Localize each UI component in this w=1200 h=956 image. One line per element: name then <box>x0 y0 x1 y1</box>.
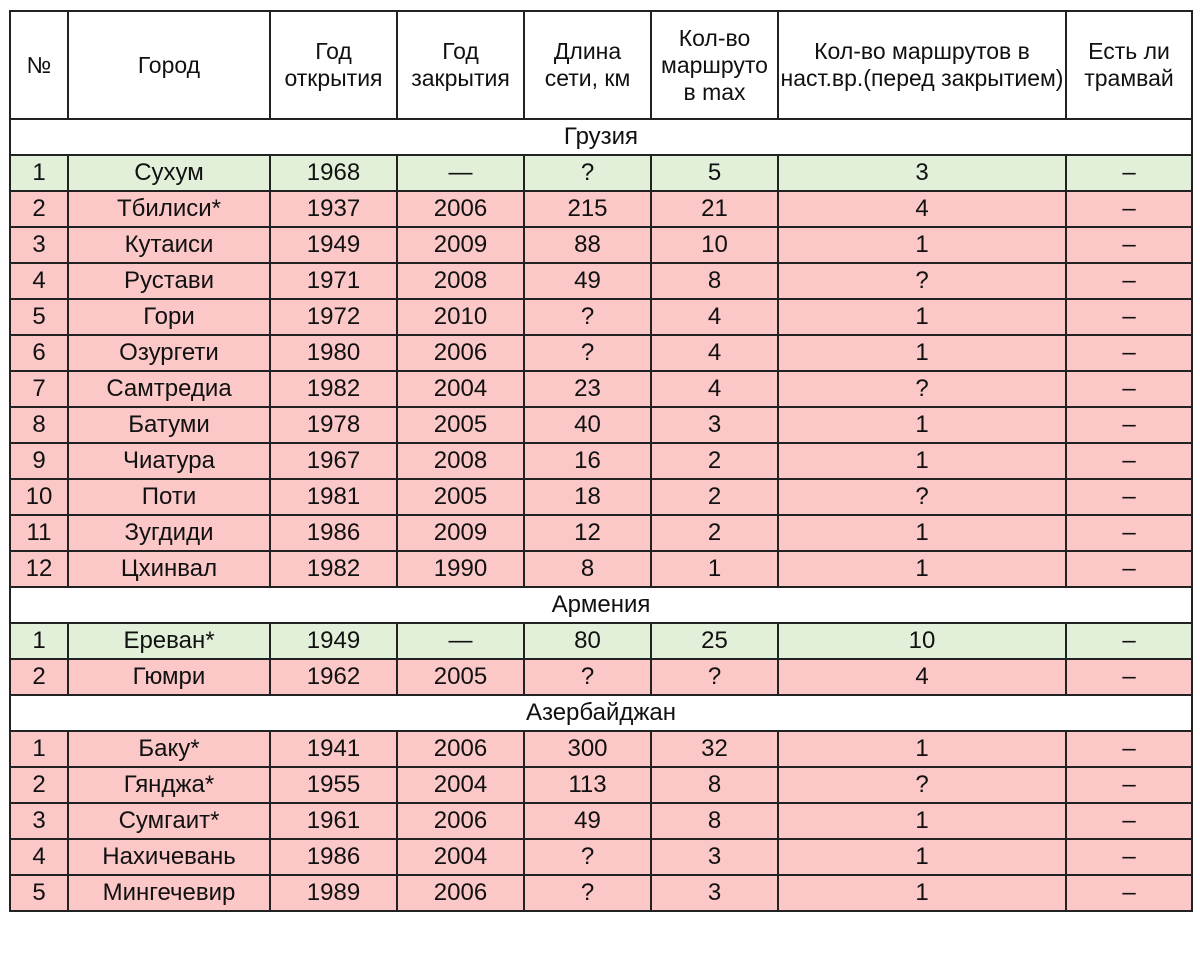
cell-routes-now: 4 <box>778 659 1066 695</box>
table-row <box>10 371 1192 407</box>
cell-opened: 1968 <box>270 155 397 191</box>
cell-opened: 1986 <box>270 839 397 875</box>
cell-num: 1 <box>10 731 68 767</box>
cell-opened: 1955 <box>270 767 397 803</box>
trolleybus-table <box>9 10 1193 912</box>
cell-closed: 1990 <box>397 551 524 587</box>
cell-routes-max: 3 <box>651 839 778 875</box>
cell-opened: 1982 <box>270 551 397 587</box>
cell-opened: 1971 <box>270 263 397 299</box>
cell-routes-max: 21 <box>651 191 778 227</box>
cell-routes-now: 1 <box>778 299 1066 335</box>
header-routes-max: Кол-во маршруто в max <box>651 11 778 119</box>
cell-length: 40 <box>524 407 651 443</box>
cell-routes-max: 8 <box>651 767 778 803</box>
header-closed: Год закрытия <box>397 11 524 119</box>
cell-tram: – <box>1066 803 1192 839</box>
cell-length: ? <box>524 659 651 695</box>
cell-routes-now: 1 <box>778 443 1066 479</box>
cell-tram: – <box>1066 479 1192 515</box>
cell-city: Рустави <box>68 263 270 299</box>
cell-tram: – <box>1066 623 1192 659</box>
cell-closed: — <box>397 155 524 191</box>
cell-tram: – <box>1066 731 1192 767</box>
cell-num: 2 <box>10 191 68 227</box>
cell-tram: – <box>1066 839 1192 875</box>
cell-closed: 2006 <box>397 731 524 767</box>
table-row <box>10 479 1192 515</box>
cell-closed: — <box>397 623 524 659</box>
table-row <box>10 803 1192 839</box>
cell-num: 2 <box>10 659 68 695</box>
cell-closed: 2005 <box>397 407 524 443</box>
cell-closed: 2004 <box>397 767 524 803</box>
country-name: Грузия <box>10 119 1192 155</box>
cell-length: 113 <box>524 767 651 803</box>
cell-opened: 1949 <box>270 227 397 263</box>
cell-tram: – <box>1066 659 1192 695</box>
cell-routes-now: ? <box>778 767 1066 803</box>
cell-routes-now: 1 <box>778 335 1066 371</box>
cell-routes-max: 4 <box>651 335 778 371</box>
header-city: Город <box>68 11 270 119</box>
country-name: Армения <box>10 587 1192 623</box>
header-opened: Год открытия <box>270 11 397 119</box>
header-routes-now: Кол-во маршрутов в наст.вр.(перед закрытием) <box>778 11 1066 119</box>
table-row <box>10 623 1192 659</box>
cell-routes-max: 10 <box>651 227 778 263</box>
cell-closed: 2005 <box>397 659 524 695</box>
cell-length: 8 <box>524 551 651 587</box>
cell-num: 7 <box>10 371 68 407</box>
cell-tram: – <box>1066 155 1192 191</box>
cell-num: 9 <box>10 443 68 479</box>
cell-closed: 2008 <box>397 263 524 299</box>
cell-routes-now: 1 <box>778 875 1066 911</box>
cell-city: Сумгаит* <box>68 803 270 839</box>
cell-length: 215 <box>524 191 651 227</box>
cell-routes-max: 8 <box>651 803 778 839</box>
cell-tram: – <box>1066 371 1192 407</box>
cell-city: Мингечевир <box>68 875 270 911</box>
cell-opened: 1972 <box>270 299 397 335</box>
cell-length: 300 <box>524 731 651 767</box>
cell-num: 12 <box>10 551 68 587</box>
cell-tram: – <box>1066 191 1192 227</box>
country-section-row <box>10 695 1192 731</box>
cell-length: ? <box>524 335 651 371</box>
cell-length: ? <box>524 155 651 191</box>
cell-tram: – <box>1066 335 1192 371</box>
cell-routes-now: 1 <box>778 407 1066 443</box>
cell-opened: 1941 <box>270 731 397 767</box>
cell-closed: 2006 <box>397 803 524 839</box>
table-row <box>10 515 1192 551</box>
cell-city: Зугдиди <box>68 515 270 551</box>
table-row <box>10 227 1192 263</box>
header-tram: Есть ли трамвай <box>1066 11 1192 119</box>
cell-length: 49 <box>524 803 651 839</box>
cell-city: Нахичевань <box>68 839 270 875</box>
cell-city: Батуми <box>68 407 270 443</box>
table-row <box>10 875 1192 911</box>
cell-opened: 1967 <box>270 443 397 479</box>
cell-city: Гори <box>68 299 270 335</box>
cell-routes-now: 1 <box>778 839 1066 875</box>
cell-tram: – <box>1066 875 1192 911</box>
cell-num: 1 <box>10 155 68 191</box>
cell-opened: 1937 <box>270 191 397 227</box>
table-row <box>10 767 1192 803</box>
cell-routes-max: 32 <box>651 731 778 767</box>
cell-length: 18 <box>524 479 651 515</box>
cell-opened: 1962 <box>270 659 397 695</box>
cell-opened: 1961 <box>270 803 397 839</box>
cell-tram: – <box>1066 407 1192 443</box>
cell-routes-max: 2 <box>651 479 778 515</box>
cell-routes-now: 1 <box>778 227 1066 263</box>
cell-length: 16 <box>524 443 651 479</box>
cell-closed: 2009 <box>397 227 524 263</box>
cell-opened: 1989 <box>270 875 397 911</box>
table-row <box>10 551 1192 587</box>
cell-num: 10 <box>10 479 68 515</box>
cell-routes-max: 2 <box>651 515 778 551</box>
cell-city: Тбилиси* <box>68 191 270 227</box>
cell-length: 23 <box>524 371 651 407</box>
cell-closed: 2006 <box>397 335 524 371</box>
cell-city: Ереван* <box>68 623 270 659</box>
cell-num: 4 <box>10 263 68 299</box>
cell-city: Цхинвал <box>68 551 270 587</box>
cell-city: Кутаиси <box>68 227 270 263</box>
cell-city: Сухум <box>68 155 270 191</box>
cell-routes-now: ? <box>778 371 1066 407</box>
cell-routes-now: 4 <box>778 191 1066 227</box>
cell-length: ? <box>524 875 651 911</box>
cell-city: Чиатура <box>68 443 270 479</box>
cell-closed: 2004 <box>397 839 524 875</box>
table-row <box>10 263 1192 299</box>
cell-routes-now: ? <box>778 263 1066 299</box>
table-row <box>10 191 1192 227</box>
cell-closed: 2005 <box>397 479 524 515</box>
cell-city: Самтредиа <box>68 371 270 407</box>
country-name: Азербайджан <box>10 695 1192 731</box>
cell-num: 5 <box>10 299 68 335</box>
table-row <box>10 155 1192 191</box>
country-section-row <box>10 587 1192 623</box>
cell-length: ? <box>524 839 651 875</box>
cell-routes-now: 10 <box>778 623 1066 659</box>
cell-num: 2 <box>10 767 68 803</box>
header-row <box>10 11 1192 119</box>
cell-tram: – <box>1066 299 1192 335</box>
table-row <box>10 659 1192 695</box>
cell-routes-max: 3 <box>651 875 778 911</box>
cell-routes-max: 5 <box>651 155 778 191</box>
cell-city: Баку* <box>68 731 270 767</box>
cell-closed: 2006 <box>397 875 524 911</box>
cell-routes-max: 8 <box>651 263 778 299</box>
cell-routes-max: 4 <box>651 371 778 407</box>
cell-closed: 2010 <box>397 299 524 335</box>
cell-opened: 1982 <box>270 371 397 407</box>
cell-routes-now: 1 <box>778 551 1066 587</box>
cell-routes-max: 2 <box>651 443 778 479</box>
cell-tram: – <box>1066 227 1192 263</box>
cell-num: 8 <box>10 407 68 443</box>
cell-closed: 2009 <box>397 515 524 551</box>
cell-num: 11 <box>10 515 68 551</box>
cell-city: Гюмри <box>68 659 270 695</box>
cell-city: Озургети <box>68 335 270 371</box>
cell-routes-max: 25 <box>651 623 778 659</box>
cell-length: 80 <box>524 623 651 659</box>
table-row <box>10 731 1192 767</box>
table-row <box>10 839 1192 875</box>
cell-routes-max: 1 <box>651 551 778 587</box>
header-num: № <box>10 11 68 119</box>
cell-num: 3 <box>10 227 68 263</box>
cell-length: 12 <box>524 515 651 551</box>
table-body <box>10 119 1192 911</box>
cell-opened: 1980 <box>270 335 397 371</box>
cell-tram: – <box>1066 767 1192 803</box>
cell-routes-now: 1 <box>778 731 1066 767</box>
table-row <box>10 335 1192 371</box>
header-length: Длина сети, км <box>524 11 651 119</box>
country-section-row <box>10 119 1192 155</box>
cell-routes-max: 3 <box>651 407 778 443</box>
table-row <box>10 299 1192 335</box>
cell-opened: 1986 <box>270 515 397 551</box>
cell-opened: 1978 <box>270 407 397 443</box>
cell-num: 5 <box>10 875 68 911</box>
cell-num: 1 <box>10 623 68 659</box>
cell-routes-now: 1 <box>778 803 1066 839</box>
cell-closed: 2008 <box>397 443 524 479</box>
cell-closed: 2004 <box>397 371 524 407</box>
cell-routes-now: 1 <box>778 515 1066 551</box>
cell-city: Гянджа* <box>68 767 270 803</box>
cell-tram: – <box>1066 263 1192 299</box>
cell-routes-max: 4 <box>651 299 778 335</box>
cell-length: 49 <box>524 263 651 299</box>
cell-num: 3 <box>10 803 68 839</box>
cell-routes-now: ? <box>778 479 1066 515</box>
cell-routes-max: ? <box>651 659 778 695</box>
cell-opened: 1981 <box>270 479 397 515</box>
cell-tram: – <box>1066 551 1192 587</box>
cell-length: 88 <box>524 227 651 263</box>
cell-num: 4 <box>10 839 68 875</box>
cell-tram: – <box>1066 443 1192 479</box>
cell-length: ? <box>524 299 651 335</box>
cell-city: Поти <box>68 479 270 515</box>
cell-routes-now: 3 <box>778 155 1066 191</box>
cell-tram: – <box>1066 515 1192 551</box>
cell-num: 6 <box>10 335 68 371</box>
table-row <box>10 443 1192 479</box>
table-row <box>10 407 1192 443</box>
cell-closed: 2006 <box>397 191 524 227</box>
cell-opened: 1949 <box>270 623 397 659</box>
